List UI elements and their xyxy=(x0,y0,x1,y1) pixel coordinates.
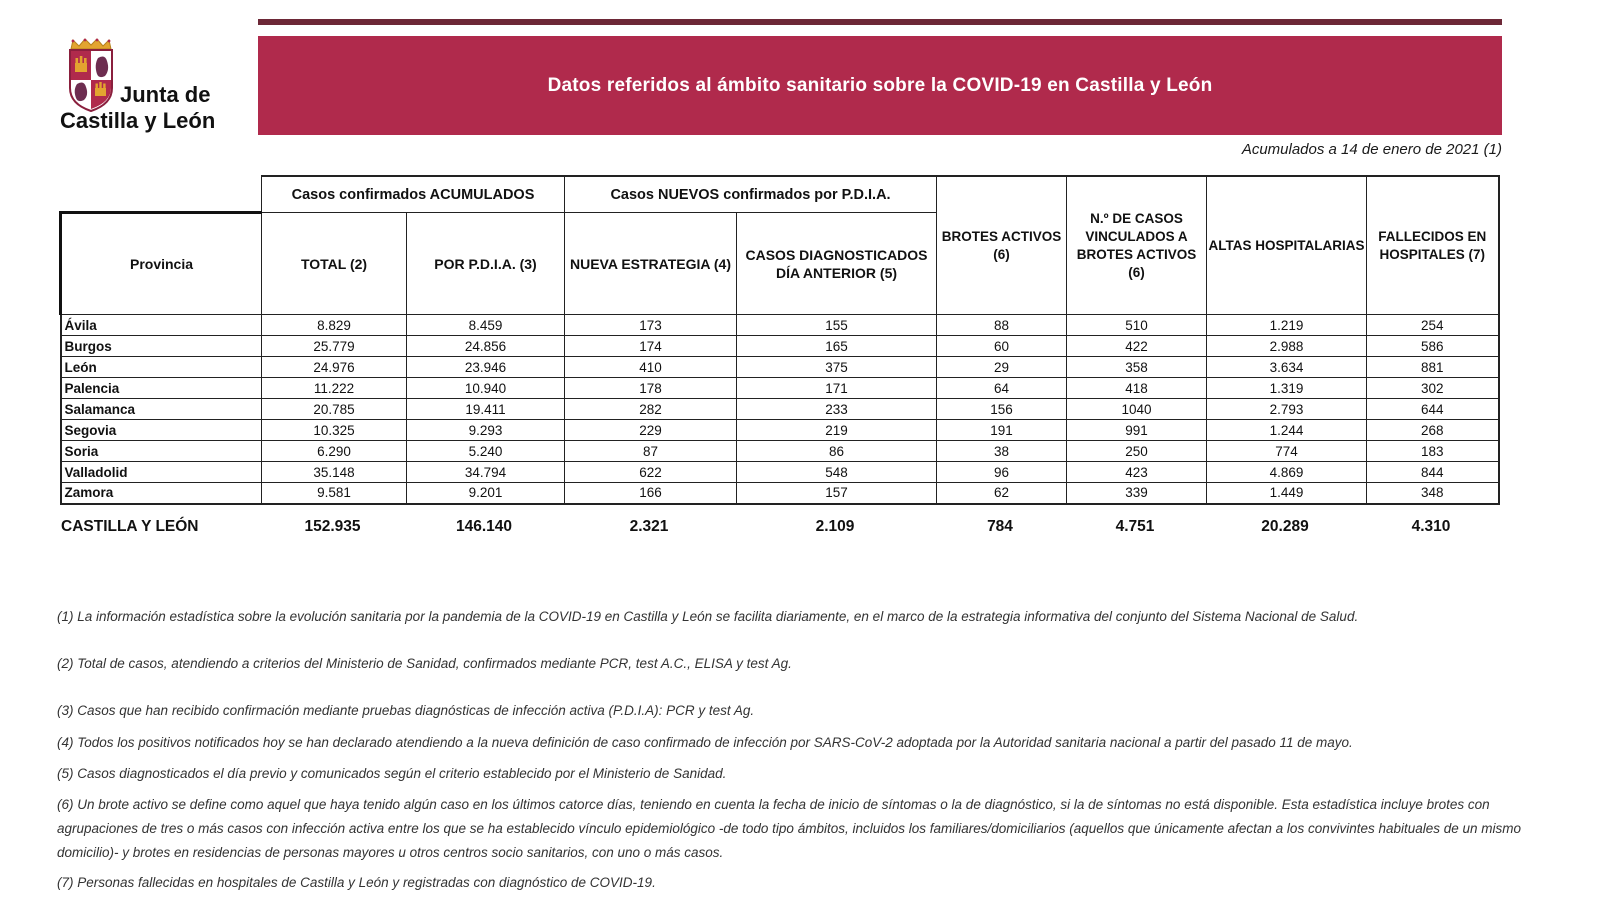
table-row xyxy=(61,378,1499,399)
province-cell: Soria xyxy=(61,441,262,462)
value-cell: 20.785 xyxy=(262,399,407,420)
value-cell: 774 xyxy=(1207,441,1367,462)
value-cell: 418 xyxy=(1067,378,1207,399)
footnote-2: (2) Total de casos, atendiendo a criterios del Ministerio de Sanidad, confirmados mediante PCR, test A.C., ELISA y test Ag. xyxy=(57,656,792,671)
table-row xyxy=(61,357,1499,378)
province-cell: Valladolid xyxy=(61,462,262,483)
value-cell: 510 xyxy=(1067,315,1207,336)
col-header-altas-hospitalarias: ALTAS HOSPITALARIAS xyxy=(1207,176,1367,315)
col-header-provincia: Provincia xyxy=(61,213,262,315)
value-cell: 34.794 xyxy=(407,462,565,483)
province-cell: Ávila xyxy=(61,315,262,336)
value-cell: 88 xyxy=(937,315,1067,336)
value-cell: 881 xyxy=(1367,357,1499,378)
footnote-6: (6) Un brote activo se define como aquel que haya tenido algún caso en los últimos catorce días, teniendo en cuenta la fecha de inicio de síntomas o la de diagnóstico, si la de síntomas no está disponible. Esta estadística incluye brotes con agrupaciones de tres o más casos con infección activa entre los que se ha establecido vínculo epidemiológico -de todo tipo ámbitos, incluidos los familiares/domiciliarios (aquellos que únicamente afectan a los convivintes habituales de un mismo domicilio)- y brotes en residencias de personas mayores u otros centros socio sanitarios, con uno o más casos. xyxy=(57,797,1522,860)
value-cell: 2.793 xyxy=(1207,399,1367,420)
total-row-label: CASTILLA Y LEÓN xyxy=(61,518,199,535)
table-row xyxy=(61,315,1499,336)
value-cell: 96 xyxy=(937,462,1067,483)
value-cell: 9.581 xyxy=(262,483,407,504)
value-cell: 64 xyxy=(937,378,1067,399)
group-header-acumulados: Casos confirmados ACUMULADOS xyxy=(262,176,565,213)
value-cell: 9.293 xyxy=(407,420,565,441)
table-row xyxy=(61,462,1499,483)
value-cell: 62 xyxy=(937,483,1067,504)
value-cell: 23.946 xyxy=(407,357,565,378)
title-banner xyxy=(258,36,1502,135)
value-cell: 644 xyxy=(1367,399,1499,420)
value-cell: 229 xyxy=(565,420,737,441)
value-cell: 250 xyxy=(1067,441,1207,462)
value-cell: 10.940 xyxy=(407,378,565,399)
footnote-1: (1) La información estadística sobre la evolución sanitaria por la pandemia de la COVID-19 en Castilla y León se facilita diariamente, en el marco de la estrategia informativa del conjunto del Sistema Nacional de Salud. xyxy=(57,609,1359,624)
total-value-cell: 146.140 xyxy=(455,518,513,535)
value-cell: 174 xyxy=(565,336,737,357)
value-cell: 35.148 xyxy=(262,462,407,483)
value-cell: 1040 xyxy=(1067,399,1207,420)
value-cell: 171 xyxy=(737,378,937,399)
table-row xyxy=(61,441,1499,462)
value-cell: 8.459 xyxy=(407,315,565,336)
value-cell: 268 xyxy=(1367,420,1499,441)
value-cell: 1.219 xyxy=(1207,315,1367,336)
province-cell: León xyxy=(61,357,262,378)
province-cell: Palencia xyxy=(61,378,262,399)
value-cell: 156 xyxy=(937,399,1067,420)
table-row xyxy=(61,399,1499,420)
value-cell: 10.325 xyxy=(262,420,407,441)
value-cell: 282 xyxy=(565,399,737,420)
banner-top-line xyxy=(258,19,1502,25)
value-cell: 29 xyxy=(937,357,1067,378)
value-cell: 25.779 xyxy=(262,336,407,357)
total-value-cell: 784 xyxy=(987,518,1013,535)
value-cell: 991 xyxy=(1067,420,1207,441)
value-cell: 348 xyxy=(1367,483,1499,504)
value-cell: 586 xyxy=(1367,336,1499,357)
total-value-cell: 20.289 xyxy=(1261,518,1309,535)
total-row xyxy=(0,512,1600,542)
value-cell: 87 xyxy=(565,441,737,462)
value-cell: 183 xyxy=(1367,441,1499,462)
empty-corner-cell xyxy=(61,176,262,213)
value-cell: 157 xyxy=(737,483,937,504)
value-cell: 423 xyxy=(1067,462,1207,483)
value-cell: 178 xyxy=(565,378,737,399)
col-header-diagnosticados-dia-anterior: CASOS DIAGNOSTICADOS DÍA ANTERIOR (5) xyxy=(737,213,937,315)
province-cell: Salamanca xyxy=(61,399,262,420)
value-cell: 548 xyxy=(737,462,937,483)
value-cell: 6.290 xyxy=(262,441,407,462)
table-row xyxy=(61,483,1499,504)
value-cell: 24.856 xyxy=(407,336,565,357)
value-cell: 2.988 xyxy=(1207,336,1367,357)
col-header-total: TOTAL (2) xyxy=(262,213,407,315)
value-cell: 219 xyxy=(737,420,937,441)
col-header-fallecidos: FALLECIDOS EN HOSPITALES (7) xyxy=(1367,176,1499,315)
value-cell: 19.411 xyxy=(407,399,565,420)
value-cell: 9.201 xyxy=(407,483,565,504)
value-cell: 1.244 xyxy=(1207,420,1367,441)
covid-data-table xyxy=(59,175,1500,505)
total-value-cell: 2.321 xyxy=(629,518,669,535)
total-value-cell: 152.935 xyxy=(304,518,361,535)
col-header-por-pdia: POR P.D.I.A. (3) xyxy=(407,213,565,315)
value-cell: 410 xyxy=(565,357,737,378)
col-header-casos-vinculados: N.º DE CASOS VINCULADOS A BROTES ACTIVOS (6) xyxy=(1067,176,1207,315)
value-cell: 5.240 xyxy=(407,441,565,462)
value-cell: 422 xyxy=(1067,336,1207,357)
footnote-5: (5) Casos diagnosticados el día previo y comunicados según el criterio establecido por el Ministerio de Sanidad. xyxy=(57,766,727,781)
province-cell: Zamora xyxy=(61,483,262,504)
total-value-cell: 4.310 xyxy=(1411,518,1451,535)
province-cell: Burgos xyxy=(61,336,262,357)
castilla-leon-shield-icon xyxy=(62,36,120,114)
value-cell: 302 xyxy=(1367,378,1499,399)
value-cell: 24.976 xyxy=(262,357,407,378)
table-row xyxy=(61,336,1499,357)
value-cell: 173 xyxy=(565,315,737,336)
accumulated-date-note: Acumulados a 14 de enero de 2021 (1) xyxy=(1241,141,1502,158)
value-cell: 86 xyxy=(737,441,937,462)
value-cell: 358 xyxy=(1067,357,1207,378)
footnote-7: (7) Personas fallecidas en hospitales de Castilla y León y registradas con diagnóstico de COVID-19. xyxy=(57,875,656,890)
value-cell: 11.222 xyxy=(262,378,407,399)
junta-logo xyxy=(60,34,280,144)
col-header-brotes-activos: BROTES ACTIVOS (6) xyxy=(937,176,1067,315)
group-header-nuevos-pdia: Casos NUEVOS confirmados por P.D.I.A. xyxy=(565,176,937,213)
group-header-row xyxy=(61,176,1499,213)
province-cell: Segovia xyxy=(61,420,262,441)
value-cell: 254 xyxy=(1367,315,1499,336)
col-header-nueva-estrategia: NUEVA ESTRATEGIA (4) xyxy=(565,213,737,315)
logo-text-line2: Castilla y León xyxy=(60,108,216,133)
value-cell: 3.634 xyxy=(1207,357,1367,378)
total-value-cell: 2.109 xyxy=(815,518,855,535)
value-cell: 38 xyxy=(937,441,1067,462)
value-cell: 233 xyxy=(737,399,937,420)
value-cell: 166 xyxy=(565,483,737,504)
value-cell: 1.449 xyxy=(1207,483,1367,504)
value-cell: 339 xyxy=(1067,483,1207,504)
value-cell: 155 xyxy=(737,315,937,336)
logo-text-line1: Junta de xyxy=(120,82,211,107)
value-cell: 8.829 xyxy=(262,315,407,336)
table-row xyxy=(61,420,1499,441)
footnote-3: (3) Casos que han recibido confirmación mediante pruebas diagnósticas de infección activa (P.D.I.A): PCR y test Ag. xyxy=(57,703,755,718)
total-value-cell: 4.751 xyxy=(1115,518,1155,535)
value-cell: 191 xyxy=(937,420,1067,441)
footnote-4: (4) Todos los positivos notificados hoy se han declarado atendiendo a la nueva definición de caso confirmado de infección por SARS-CoV-2 adoptada por la Autoridad sanitaria nacional a partir del pasado 11 de mayo. xyxy=(57,735,1353,750)
value-cell: 4.869 xyxy=(1207,462,1367,483)
value-cell: 375 xyxy=(737,357,937,378)
table-body xyxy=(61,315,1499,504)
report-title: Datos referidos al ámbito sanitario sobre la COVID-19 en Castilla y León xyxy=(547,74,1213,96)
value-cell: 1.319 xyxy=(1207,378,1367,399)
value-cell: 60 xyxy=(937,336,1067,357)
value-cell: 844 xyxy=(1367,462,1499,483)
value-cell: 165 xyxy=(737,336,937,357)
value-cell: 622 xyxy=(565,462,737,483)
